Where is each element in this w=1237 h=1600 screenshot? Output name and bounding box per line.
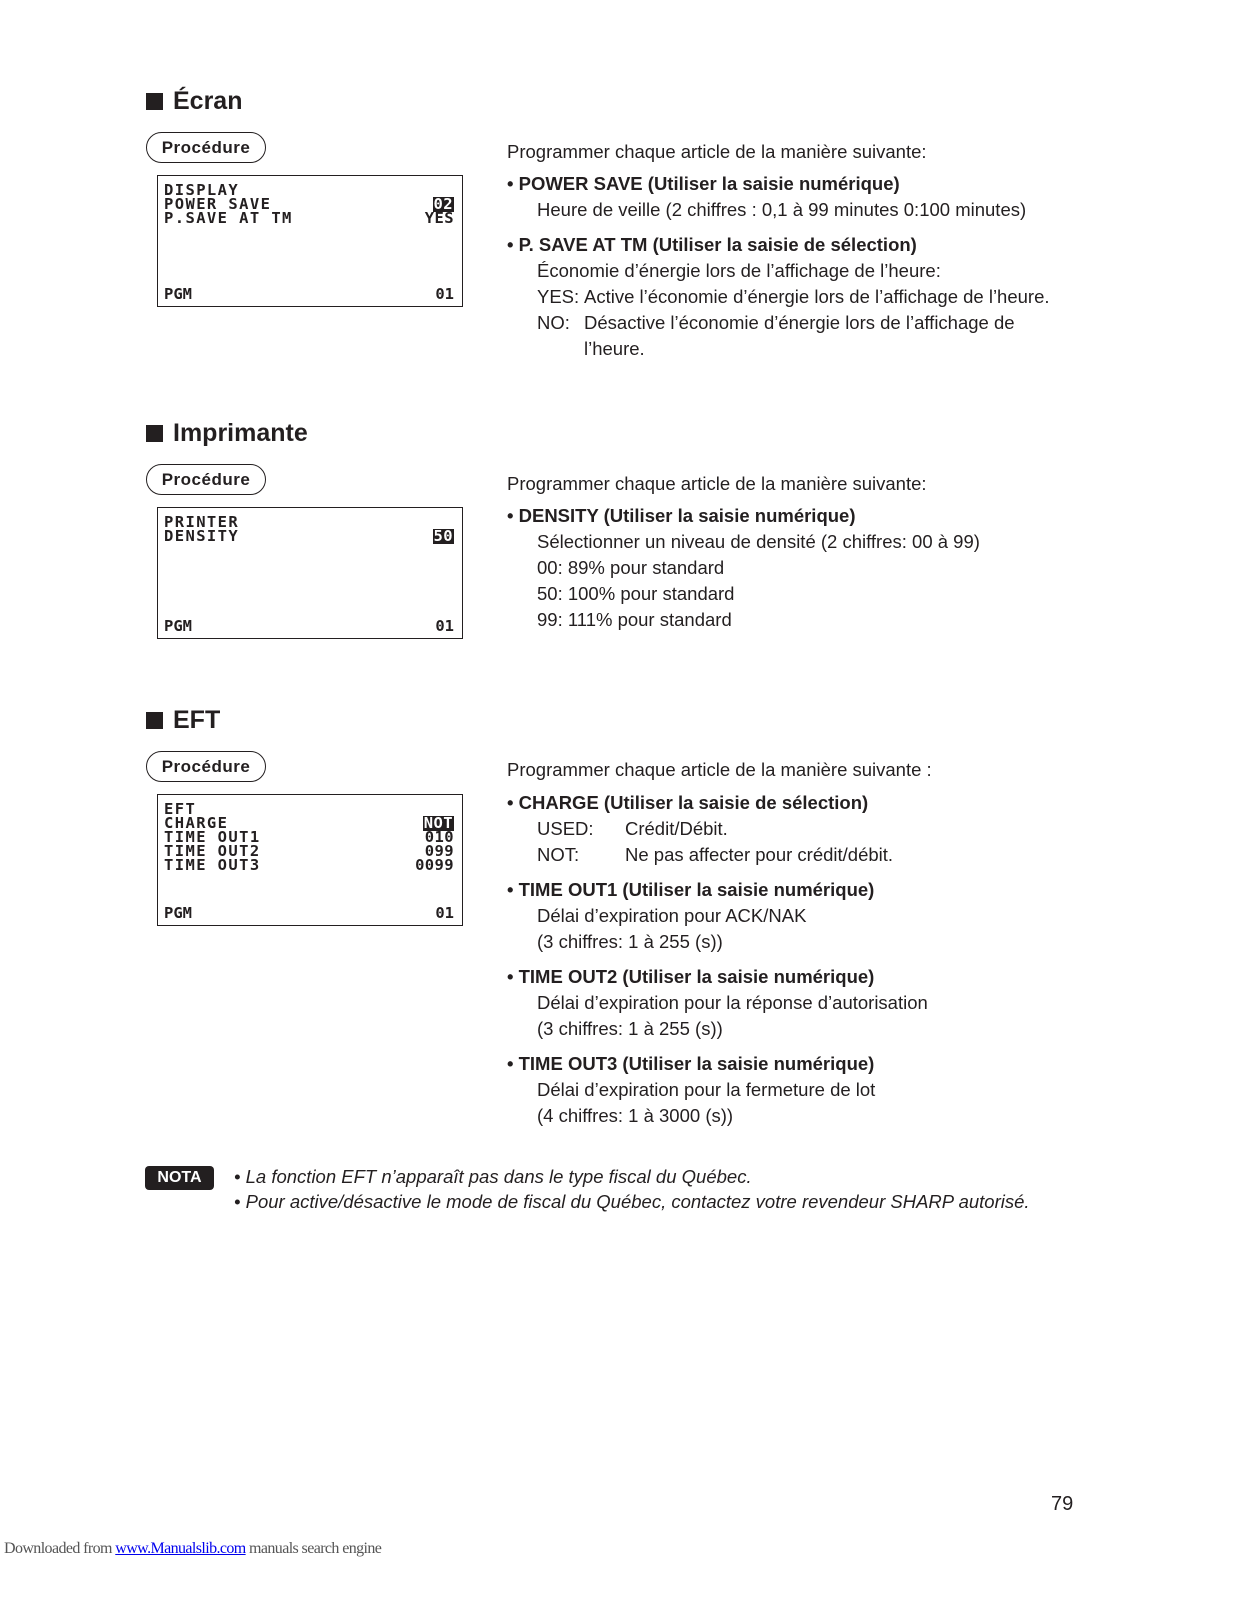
item-line: Heure de veille (2 chiffres : 0,1 à 99 minutes 0:100 minutes) xyxy=(537,199,1027,220)
lcd-page-code: 01 xyxy=(435,617,454,635)
section-title-text: Écran xyxy=(173,87,243,115)
item-line: Économie d’énergie lors de l’affichage de l’heure: xyxy=(537,260,941,281)
item-line: (4 chiffres: 1 à 3000 (s)) xyxy=(537,1105,734,1126)
lcd-footer xyxy=(164,619,454,634)
item-heading: • POWER SAVE (Utiliser la saisie numérique) xyxy=(507,173,900,194)
option-text-continued: l’heure. xyxy=(584,338,645,359)
section-title-text: EFT xyxy=(173,706,221,734)
nota-line: • Pour active/désactive le mode de fiscal du Québec, contactez votre revendeur SHARP autorisé. xyxy=(234,1191,1030,1212)
lcd-row-label: EFT xyxy=(164,800,197,818)
manualslib-link[interactable]: www.Manualslib.com xyxy=(115,1540,246,1557)
section-title-text: Imprimante xyxy=(173,419,308,447)
option-key: NO: xyxy=(537,312,570,333)
item-line: (3 chiffres: 1 à 255 (s)) xyxy=(537,931,723,952)
square-bullet-icon xyxy=(146,93,163,110)
item-line: (3 chiffres: 1 à 255 (s)) xyxy=(537,1018,723,1039)
lcd-row-label: TIME OUT2 xyxy=(164,842,261,860)
square-bullet-icon xyxy=(146,425,163,442)
option-key: USED: xyxy=(537,818,594,839)
option-text: Active l’économie d’énergie lors de l’affichage de l’heure. xyxy=(584,286,1050,307)
option-key: NOT: xyxy=(537,844,580,865)
lcd-row-label: POWER SAVE xyxy=(164,195,272,213)
section-title-imprimante xyxy=(146,418,308,448)
lcd-row-label: TIME OUT1 xyxy=(164,828,261,846)
item-line: 99: 111% pour standard xyxy=(537,609,732,630)
item-line: Délai d’expiration pour ACK/NAK xyxy=(537,905,807,926)
procedure-badge: Procédure xyxy=(146,464,266,495)
lcd-display-eft xyxy=(157,794,463,926)
page-number: 79 xyxy=(1051,1493,1074,1515)
lcd-row-label: P.SAVE AT TM xyxy=(164,209,293,227)
lcd-footer xyxy=(164,287,454,302)
item-heading: • DENSITY (Utiliser la saisie numérique) xyxy=(507,505,856,526)
lcd-row-label: PRINTER xyxy=(164,513,240,531)
section-title-ecran xyxy=(146,86,242,116)
option-text: Crédit/Débit. xyxy=(625,818,728,839)
lcd-row-label: DISPLAY xyxy=(164,181,240,199)
intro-text: Programmer chaque article de la manière suivante: xyxy=(507,141,927,162)
option-key: YES: xyxy=(537,286,580,307)
item-line: Sélectionner un niveau de densité (2 chiffres: 00 à 99) xyxy=(537,531,980,552)
option-text: Désactive l’économie d’énergie lors de l’affichage de xyxy=(584,312,1015,333)
lcd-row-label: TIME OUT3 xyxy=(164,856,261,874)
nota-line: • La fonction EFT n’apparaît pas dans le type fiscal du Québec. xyxy=(234,1166,752,1187)
lcd-row-value: 099 xyxy=(424,842,454,860)
option-text: Ne pas affecter pour crédit/débit. xyxy=(625,844,894,865)
lcd-row xyxy=(164,858,454,873)
item-heading: • P. SAVE AT TM (Utiliser la saisie de sélection) xyxy=(507,234,917,255)
item-line: 00: 89% pour standard xyxy=(537,557,725,578)
lcd-row-value: 0099 xyxy=(415,856,454,874)
item-line: Délai d’expiration pour la fermeture de lot xyxy=(537,1079,876,1100)
lcd-row-value-selected: NOT xyxy=(423,814,453,832)
footer-prefix: Downloaded from xyxy=(4,1540,116,1557)
section-title-eft xyxy=(146,705,220,735)
procedure-badge: Procédure xyxy=(146,751,266,782)
lcd-row-value: 010 xyxy=(424,828,454,846)
lcd-mode-label: PGM xyxy=(164,617,192,635)
intro-text: Programmer chaque article de la manière suivante: xyxy=(507,473,927,494)
item-heading: • TIME OUT2 (Utiliser la saisie numérique) xyxy=(507,966,875,987)
lcd-footer xyxy=(164,906,454,921)
lcd-row-value-selected: 02 xyxy=(433,195,453,213)
lcd-row-label: DENSITY xyxy=(164,527,240,545)
lcd-page-code: 01 xyxy=(435,904,454,922)
lcd-row-value-selected: 50 xyxy=(433,527,453,545)
lcd-mode-label: PGM xyxy=(164,904,192,922)
nota-badge: NOTA xyxy=(145,1166,214,1190)
download-footer xyxy=(4,1540,381,1558)
lcd-row-label: CHARGE xyxy=(164,814,229,832)
footer-suffix: manuals search engine xyxy=(245,1540,382,1557)
item-line: Délai d’expiration pour la réponse d’autorisation xyxy=(537,992,928,1013)
lcd-mode-label: PGM xyxy=(164,285,192,303)
lcd-display-imprimante xyxy=(157,507,463,639)
item-heading: • TIME OUT1 (Utiliser la saisie numérique) xyxy=(507,879,875,900)
item-heading: • TIME OUT3 (Utiliser la saisie numérique) xyxy=(507,1053,875,1074)
item-heading: • CHARGE (Utiliser la saisie de sélection) xyxy=(507,792,869,813)
intro-text: Programmer chaque article de la manière suivante : xyxy=(507,759,932,780)
lcd-row xyxy=(164,211,454,226)
lcd-row-value: YES xyxy=(424,209,454,227)
lcd-page-code: 01 xyxy=(435,285,454,303)
square-bullet-icon xyxy=(146,712,163,729)
lcd-display-ecran xyxy=(157,175,463,307)
procedure-badge: Procédure xyxy=(146,132,266,163)
item-line: 50: 100% pour standard xyxy=(537,583,735,604)
lcd-row xyxy=(164,529,454,544)
